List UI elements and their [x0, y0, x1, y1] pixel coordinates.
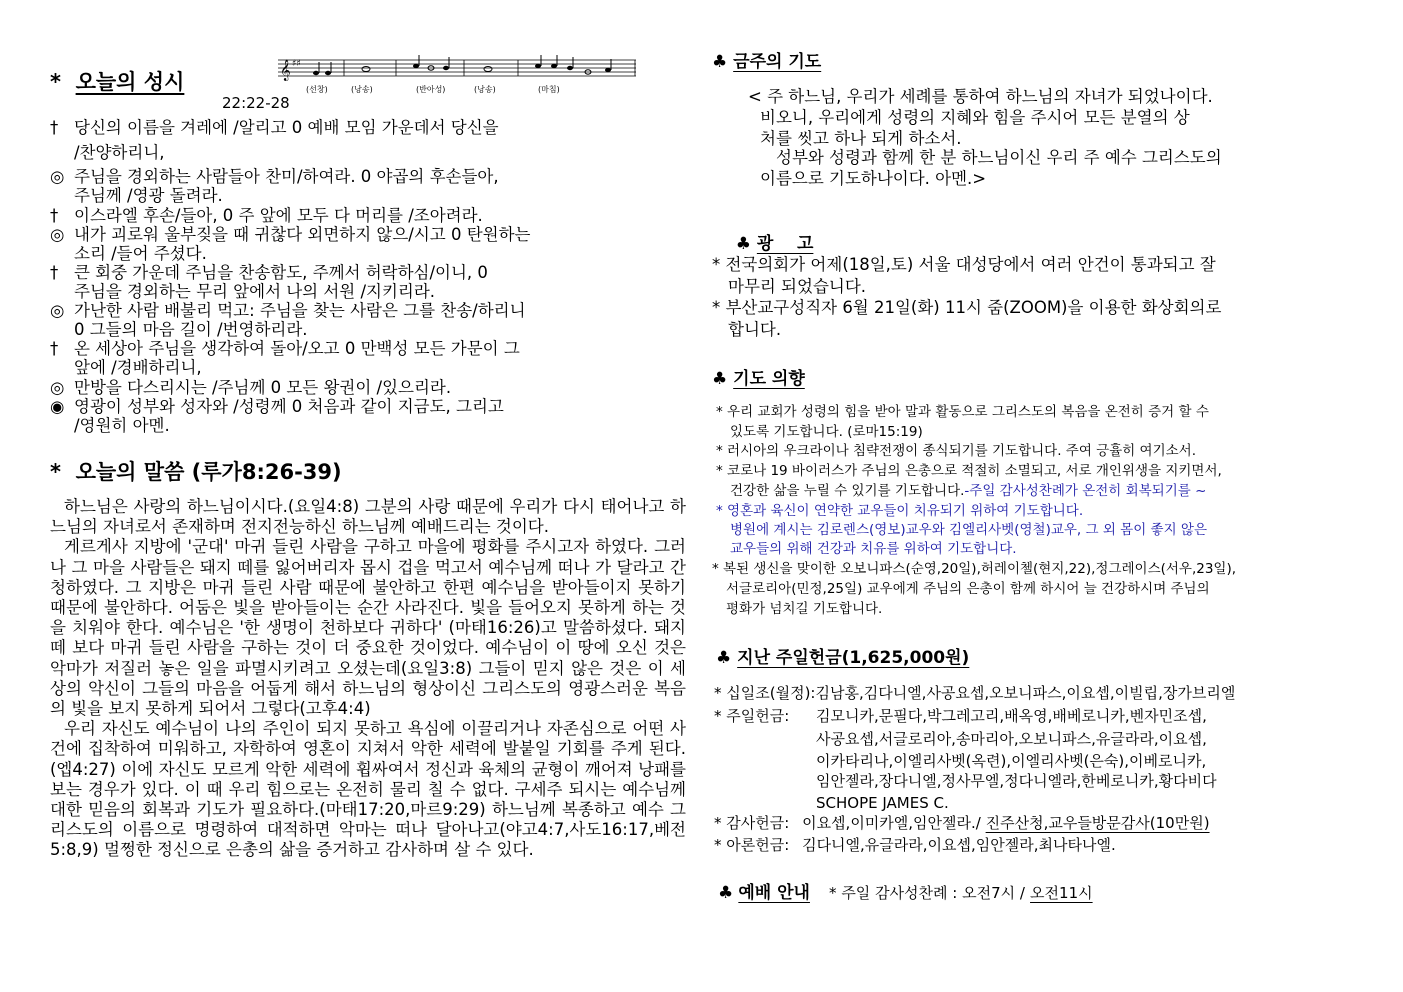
- word-title: 오늘의 말씀: [75, 460, 185, 484]
- prayer-line: [726, 580, 1210, 599]
- worship-title: 예배 안내: [738, 883, 810, 903]
- prayer-title: 기도 의향: [733, 369, 805, 389]
- collect-heading: [712, 47, 821, 72]
- collect-title: 금주의 기도: [733, 52, 822, 72]
- treble-clef-icon: 𝄞: [280, 60, 291, 81]
- music-label: (선창): [306, 85, 328, 94]
- prayer-line-text: 건강한 삶을 누릴 수 있기를 기도합니다.: [730, 483, 965, 499]
- notice-item: 마무리 되었습니다.: [728, 277, 867, 296]
- sermon-paragraph: 게르게사 지방에 '군대' 마귀 들린 사람을 구하고 마을에 평화를 주시고자 하였다. 그러나 그 마을 사람들은 돼지 떼를 잃어버리자 몹시 겁을 먹고서 예수님께 떠나 가 달라고 간청하였다. 그 지방은 마귀 들린 사람 때문에 불안하고 한편 예수님을 받아들이지 못하기 때문에 불안하다. 어둠은 빛을 받아들이는 순간 사라진다. 빛을 들어오지 못하게 하는 것을 치워야 한다. 예수님은 '한 생명이 천하보다 귀하다' (마태16:26)고 말씀하셨다. 돼지 떼 보다 마귀 들린 사람을 구하는 것이 더 중요한 것이었다. 예수님이 이 땅에 오신 것은 악마가 저질러 놓은 일을 파멸시키려고 오셨는데(요일3:8) 그들이 믿지 않은 것은 이 세상의 악신이 그들의 마음을 어둡게 해서 하느님의 형상이신 그리스도의 영광스러운 복음의 빛을 보지 못하게 되어서 그렇다(고후4:4): [50, 537, 686, 719]
- psalm-line: [50, 301, 526, 320]
- word-heading: * 오늘의 말씀 (루가8:26-39): [50, 460, 342, 484]
- worship-heading: [718, 878, 1093, 903]
- club-icon: ♣: [712, 52, 728, 72]
- psalm-symbol: †: [50, 206, 59, 225]
- psalm-line-text: 가난한 사람 배불리 먹고: 주님을 찾는 사람은 그를 찬송/하리니: [74, 301, 526, 320]
- chant-notation: [276, 52, 686, 102]
- psalm-line-text: /영원히 아멘.: [74, 416, 170, 435]
- psalm-line: [50, 206, 483, 225]
- prayer-line-text: * 우리 교회가 성령의 힘을 받아 말과 활동으로 그리스도의 복음을 온전히 증거 할 수: [716, 404, 1209, 420]
- prayer-line-text: * 영혼과 육신이 연약한 교우들이 치유되기 위하여 기도합니다.: [716, 503, 1084, 519]
- sunday-offering-names: 김모니카,문필다,박그레고리,배옥영,배베로니카,벤자민조셉,: [816, 707, 1207, 725]
- psalm-line: [50, 339, 520, 358]
- psalm-line: [50, 320, 308, 339]
- thanks-names: 이요셉,이미카엘,임안젤라./: [802, 814, 981, 832]
- psalm-line: [50, 225, 531, 244]
- prayer-heading: [712, 364, 805, 389]
- psalm-heading: * 오늘의 성시: [50, 70, 185, 94]
- psalm-symbol: ◎: [50, 225, 65, 244]
- prayer-inline-blue: -주일 감사성찬례가 온전히 회복되기를 ~: [964, 483, 1207, 499]
- psalm-line-text: 당신의 이름을 겨레에 /알리고 0 예배 모임 가운데서 당신을: [74, 118, 499, 137]
- prayer-line-text: * 복된 생신을 맞이한 오보니파스(순영,20일),허레이첼(현지,22),정그레이스(서우,23일),: [712, 561, 1237, 577]
- prayer-line: [716, 403, 1209, 422]
- sermon-text: [50, 497, 686, 861]
- psalm-symbol: †: [50, 118, 59, 137]
- worship-text: * 주일 감사성찬례 : 오전7시 /: [829, 884, 1025, 902]
- psalm-line-text: 온 세상아 주님을 생각하여 돌아/오고 0 만백성 모든 가문이 그: [74, 339, 520, 358]
- word-reference: (루가8:26-39): [191, 460, 342, 484]
- prayer-line: [730, 423, 923, 442]
- collect-line: 이름으로 기도하나이다. 아멘.>: [760, 169, 987, 188]
- notice-item: * 전국의회가 어제(18일,토) 서울 대성당에서 여러 안건이 통과되고 잘: [712, 255, 1216, 274]
- psalm-line-text: 0 그들의 마음 길이 /번영하리라.: [74, 320, 308, 339]
- psalm-line: [50, 397, 504, 416]
- psalm-line-text: /찬양하리니,: [74, 143, 165, 162]
- prayer-line-text: 평화가 넘치길 기도합니다.: [726, 601, 883, 617]
- psalm-symbol: ◉: [50, 397, 65, 416]
- prayer-line: [726, 600, 882, 619]
- svg-text:♯♯: ♯♯: [292, 59, 301, 69]
- psalm-line: [50, 186, 223, 205]
- prayer-line-text: 병원에 계시는 김로렌스(영보)교우와 김엘리사벳(영철)교우, 그 외 몸이 좋지 않은: [730, 522, 1207, 538]
- psalm-line-text: 큰 회중 가운데 주님을 찬송함도, 주께서 허락하심/이니, 0: [74, 263, 488, 282]
- psalm-line: [50, 358, 202, 377]
- psalm-line-text: 앞에 /경배하리니,: [74, 358, 202, 377]
- sermon-paragraph: 하느님은 사랑의 하느님이시다.(요일4:8) 그분의 사랑 때문에 우리가 다시 태어나고 하느님의 자녀로서 존재하며 전지전능하신 하느님께 예배드리는 것이다.: [50, 497, 686, 537]
- collect-line: 비오니, 우리에게 성령의 지혜와 힘을 주시어 모든 분열의 상: [760, 108, 1190, 127]
- psalm-line-text: 이스라엘 후손/들아, 0 주 앞에 모두 다 머리를 /조아려라.: [74, 206, 483, 225]
- thanks-extra: 진주산청,교우들방문감사(10만원): [985, 814, 1210, 832]
- psalm-line: [50, 282, 435, 301]
- psalm-line: [50, 118, 499, 137]
- psalm-line-text: 주님을 경외하는 무리 앞에서 나의 서원 /지키리라.: [74, 282, 436, 301]
- club-icon: ♣: [735, 234, 751, 254]
- psalm-line-text: 만방을 다스리시는 /주님께 0 모든 왕권이 /있으리라.: [74, 378, 452, 397]
- prayer-line-text: * 러시아의 우크라이나 침략전쟁이 종식되기를 기도합니다. 주여 긍휼히 여기소서.: [716, 443, 1197, 459]
- music-label: (반아성): [416, 85, 446, 94]
- psalm-reference: 22:22-28: [222, 94, 290, 112]
- psalm-symbol: ◎: [50, 378, 65, 397]
- psalm-line: [50, 263, 488, 282]
- worship-time: 오전11시: [1030, 884, 1093, 902]
- tithe-line: * 십일조(월정):김남홍,김다니엘,사공요셉,오보니파스,이요셉,이빌립,장가브리엘: [714, 684, 1236, 702]
- psalm-symbol: †: [50, 339, 59, 358]
- collect-line: 성부와 성령과 함께 한 분 하느님이신 우리 주 예수 그리스도의: [776, 148, 1222, 167]
- club-icon: ♣: [716, 648, 732, 668]
- prayer-line-text: 교우들의 위해 건강과 치유를 위하여 기도합니다.: [730, 541, 1017, 557]
- child-offering: [714, 834, 1116, 856]
- psalm-line: [50, 244, 207, 263]
- club-icon: ♣: [718, 883, 734, 903]
- child-label: * 아론헌금:: [714, 836, 790, 854]
- psalm-line-text: 주님을 경외하는 사람들아 찬미/하여라. 0 야곱의 후손들아,: [74, 167, 499, 186]
- psalm-line: [50, 143, 165, 162]
- psalm-line-text: 주님께 /영광 돌려라.: [74, 186, 223, 205]
- psalm-line-text: 소리 /들어 주셨다.: [74, 244, 207, 263]
- prayer-line-text: 서글로리아(민정,25일) 교우에게 주님의 은총이 함께 하시어 늘 건강하시며 주님의: [726, 581, 1210, 597]
- psalm-title: 오늘의 성시: [75, 70, 185, 94]
- music-label: (낭송): [474, 85, 496, 94]
- psalm-line: [50, 416, 170, 435]
- psalm-line: [50, 378, 451, 397]
- music-label: (마침): [538, 85, 560, 94]
- notice-item: 합니다.: [728, 320, 782, 339]
- sunday-offering-names: 사공요셉,서글로리아,송마리아,오보니파스,유글라라,이요셉,: [816, 730, 1207, 748]
- prayer-line: [716, 442, 1196, 461]
- prayer-line: [716, 462, 1222, 481]
- prayer-line: [712, 560, 1236, 579]
- thanks-offering: [714, 812, 1210, 834]
- collect-line: 처를 씻고 하나 되게 하소서.: [760, 129, 962, 148]
- prayer-line-text: * 코로나 19 바이러스가 주님의 은총으로 적절히 소멸되고, 서로 개인위생을 지키면서,: [716, 463, 1222, 479]
- child-names: 김다니엘,유글라라,이요셉,임안젤라,최나타나엘.: [802, 836, 1116, 854]
- sunday-offering-names: SCHOPE JAMES C.: [816, 794, 949, 812]
- club-icon: ♣: [712, 369, 728, 389]
- prayer-line: [716, 502, 1083, 521]
- offering-title: 지난 주일헌금(1,625,000원): [737, 648, 970, 668]
- psalm-line-text: 내가 괴로워 울부짖을 때 귀찮다 외면하지 않으/시고 0 탄원하는: [74, 225, 531, 244]
- psalm-line-text: 영광이 성부와 성자와 /성령께 0 처음과 같이 지금도, 그리고: [74, 397, 504, 416]
- music-label: (낭송): [351, 85, 373, 94]
- psalm-line: [50, 167, 499, 186]
- prayer-line: [730, 521, 1207, 540]
- sunday-offering-label: * 주일헌금:: [714, 707, 790, 725]
- offering-heading: [716, 643, 969, 668]
- thanks-label: * 감사헌금:: [714, 814, 790, 832]
- notice-item: * 부산교구성직자 6월 21일(화) 11시 줌(ZOOM)을 이용한 화상회의로: [712, 298, 1222, 317]
- psalm-symbol: ◎: [50, 301, 65, 320]
- notice-title: 광 고: [756, 234, 814, 254]
- sunday-offering-names: 임안젤라,장다니엘,정사무엘,정다니엘라,한베로니카,황다비다: [816, 772, 1217, 790]
- prayer-line-text: 있도록 기도합니다. (로마15:19): [730, 424, 923, 440]
- collect-line: < 주 하느님, 우리가 세례를 통하여 하느님의 자녀가 되었나이다.: [748, 87, 1213, 106]
- sermon-paragraph: 우리 자신도 예수님이 나의 주인이 되지 못하고 욕심에 이끌리거나 자존심으로 어떤 사건에 집착하여 미워하고, 자학하여 영혼이 지쳐서 악한 세력에 발붙일 기회를 주게 된다.(엡4:27) 이에 자신도 모르게 악한 세력에 휩싸여서 정신과 육체의 균형이 깨어져 낭패를 보는 경우가 있다. 이 때 우리 힘으로는 온전히 물리 칠 수 없다. 구세주 되시는 예수님께 대한 믿음의 회복과 기도가 필요하다.(마태17:20,마르9:29) 하느님께 복종하고 예수 그리스도의 이름으로 명령하여 대적하면 악마는 떠나 달아나고(야고4:7,사도16:17,베전5:8,9) 멀쩡한 정신으로 은총의 삶을 증거하고 감사하며 살 수 있다.: [50, 719, 686, 860]
- sunday-offering-names: 이카타리나,이엘리사벳(옥련),이엘리사벳(은숙),이베로니카,: [816, 752, 1207, 770]
- prayer-line: [730, 482, 1206, 501]
- psalm-symbol: ◎: [50, 167, 65, 186]
- psalm-symbol: †: [50, 263, 59, 282]
- prayer-line: [730, 540, 1017, 559]
